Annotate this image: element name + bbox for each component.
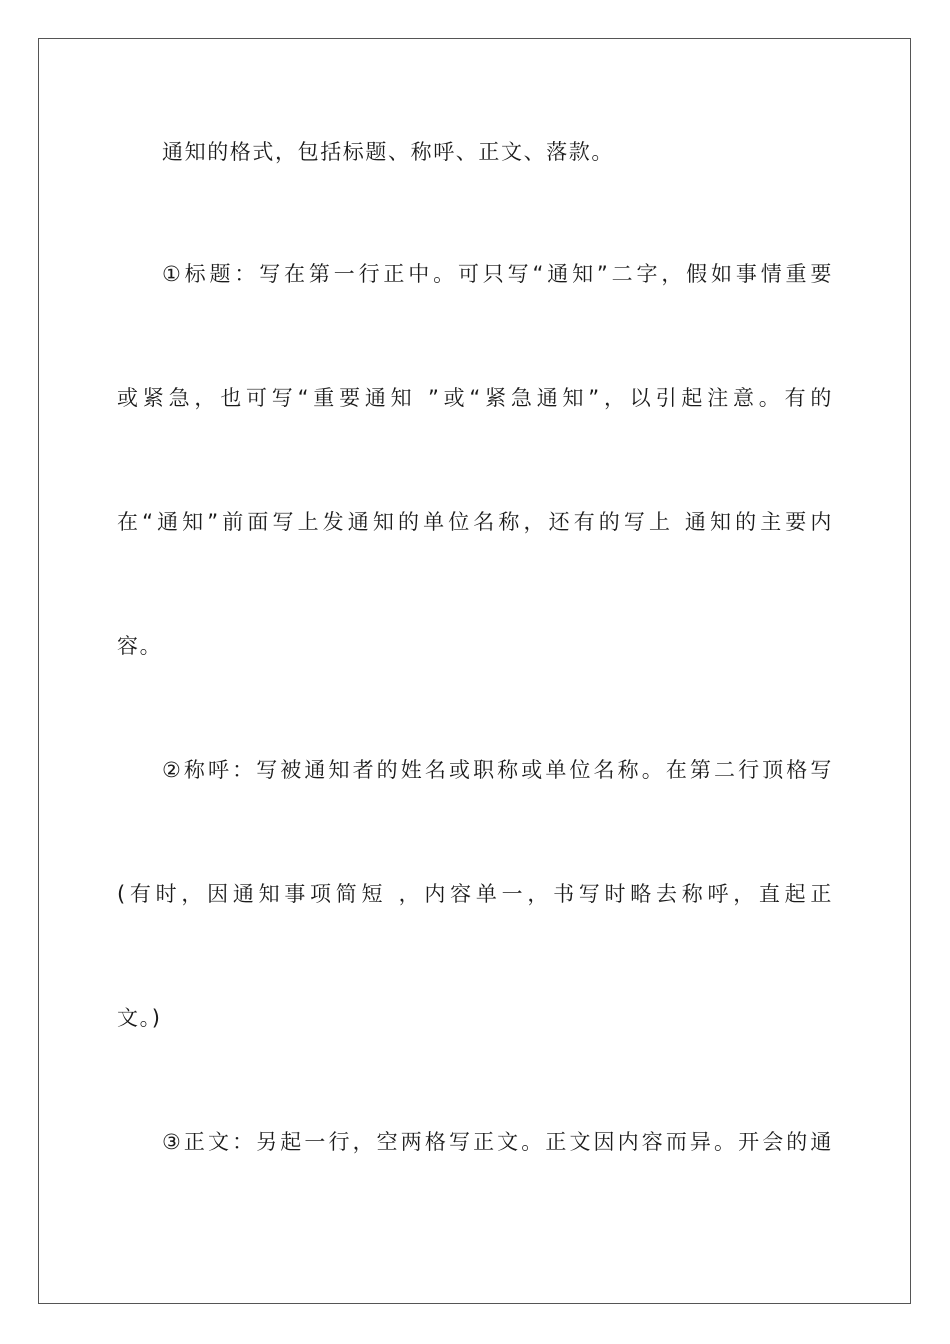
- paragraph-salutation-line-3: 文。): [117, 1006, 162, 1030]
- paragraph-title-line-1: ①标题：写在第一行正中。可只写“通知”二字，假如事情重要: [162, 262, 833, 286]
- paragraph-title-line-3: 在“通知”前面写上发通知的单位名称，还有的写上 通知的主要内: [117, 510, 833, 534]
- paragraph-body-line-1: ③正文：另起一行，空两格写正文。正文因内容而异。开会的通: [162, 1130, 833, 1154]
- paragraph-title-line-2: 或紧急，也可写“重要通知 ”或“紧急通知”，以引起注意。有的: [117, 386, 833, 410]
- paragraph-salutation-line-1: ②称呼：写被通知者的姓名或职称或单位名称。在第二行顶格写: [162, 758, 833, 782]
- paragraph-salutation-line-2: (有时，因通知事项简短 ，内容单一，书写时略去称呼，直起正: [117, 882, 833, 906]
- paragraph-intro-line-1: 通知的格式，包括标题、称呼、正文、落款。: [162, 140, 614, 164]
- paragraph-title-line-4: 容。: [117, 634, 163, 658]
- page-border: [38, 38, 911, 1304]
